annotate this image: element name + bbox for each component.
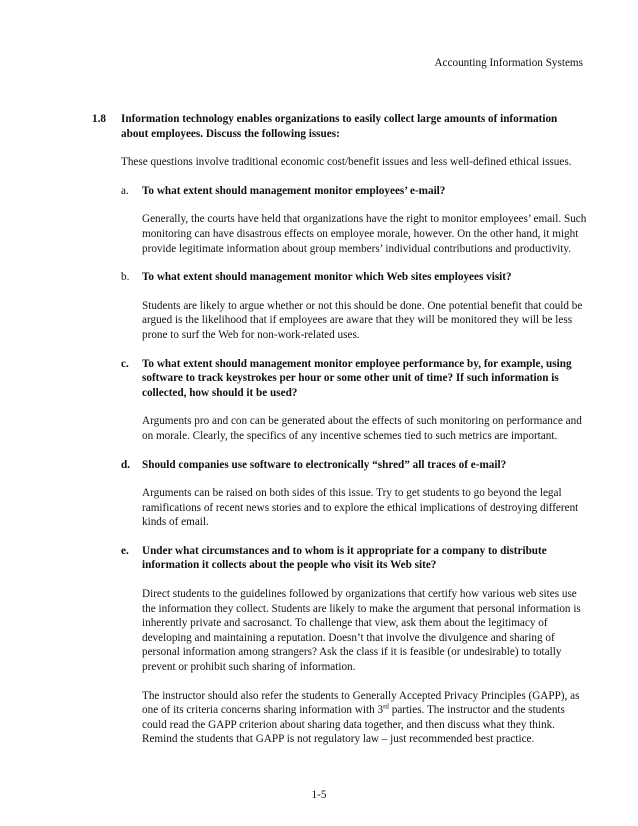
question-intro: These questions involve traditional economic cost/benefit issues and less well-defined ethical issues. — [121, 156, 572, 169]
subquestion-letter: c. — [121, 357, 129, 370]
subquestion-text: To what extent should management monitor employees’ e-mail? — [142, 184, 446, 197]
question-block — [92, 112, 587, 747]
running-header: Accounting Information Systems — [434, 57, 583, 69]
subquestion-answer: Generally, the courts have held that organizations have the right to monitor employees’ email. Such monitoring can have disastrous effects on employee morale, however. On the other hand, it might provide legitimate information about group members’ individual contributions and productivity. — [142, 213, 587, 255]
subquestion-text: To what extent should management monitor which Web sites employees visit? — [142, 271, 512, 284]
subquestion-c — [121, 357, 587, 444]
subquestion-letter: d. — [121, 458, 131, 471]
page-number: 1-5 — [311, 789, 327, 801]
subquestion-text: To what extent should management monitor employee performance by, for example, using software to track keystrokes per hour or some other unit of time? If such information is collected, how should it be used? — [142, 357, 572, 399]
subquestion-letter: e. — [121, 544, 129, 557]
subquestion-letter: a. — [121, 184, 129, 197]
subquestion-a — [121, 184, 587, 256]
subquestion-answer-continued — [142, 689, 587, 747]
subquestion-e — [121, 544, 587, 747]
subquestion-text: Should companies use software to electronically “shred” all traces of e-mail? — [142, 458, 507, 471]
ordinal-suffix: rd — [383, 702, 389, 711]
answer-text-part: The instructor should also refer the students to Generally Accepted Privacy Principles (GAPP), as one of its criteria concerns sharing information with 3 — [142, 689, 580, 717]
subquestion-answer: Arguments pro and con can be generated about the effects of such monitoring on performance and on morale. Clearly, the specifics of any incentive schemes tied to such metrics are important. — [142, 415, 582, 442]
subquestion-d — [121, 458, 587, 530]
subquestion-b — [121, 270, 587, 342]
answer-text-part: parties. The instructor and the students could read the GAPP criterion about sharing data together, and then discuss what they think. Remind the students that GAPP is not regulatory law – just recommended best practice. — [142, 704, 565, 746]
question-text: Information technology enables organizations to easily collect large amounts of information about employees. Discuss the following issues: — [121, 113, 558, 140]
subquestion-answer: Students are likely to argue whether or not this should be done. One potential benefit that could be argued is the likelihood that if employees are aware that they will be monitored they will be less prone to surf the Web for non-work-related uses. — [142, 299, 583, 341]
subquestion-letter: b. — [121, 271, 130, 284]
subquestion-answer: Arguments can be raised on both sides of this issue. Try to get students to go beyond the legal ramifications of recent news stories and to explore the ethical implications of destroying different kinds of email. — [142, 487, 579, 529]
subquestion-text: Under what circumstances and to whom is it appropriate for a company to distribute information it collects about the people who visit its Web site? — [142, 544, 547, 572]
subquestion-answer: Direct students to the guidelines followed by organizations that certify how various web sites use the information they collect. Students are likely to make the argument that personal information is inherently private and sacrosanct. To challenge that view, ask them about the legitimacy of developing and maintaining a reputation. Doesn’t that involve the divulgence and sharing of personal information among strangers? Ask the class if it is feasible (or undesirable) to totally prevent or prohibit such sharing of information. — [142, 588, 581, 674]
question-number: 1.8 — [92, 113, 106, 125]
